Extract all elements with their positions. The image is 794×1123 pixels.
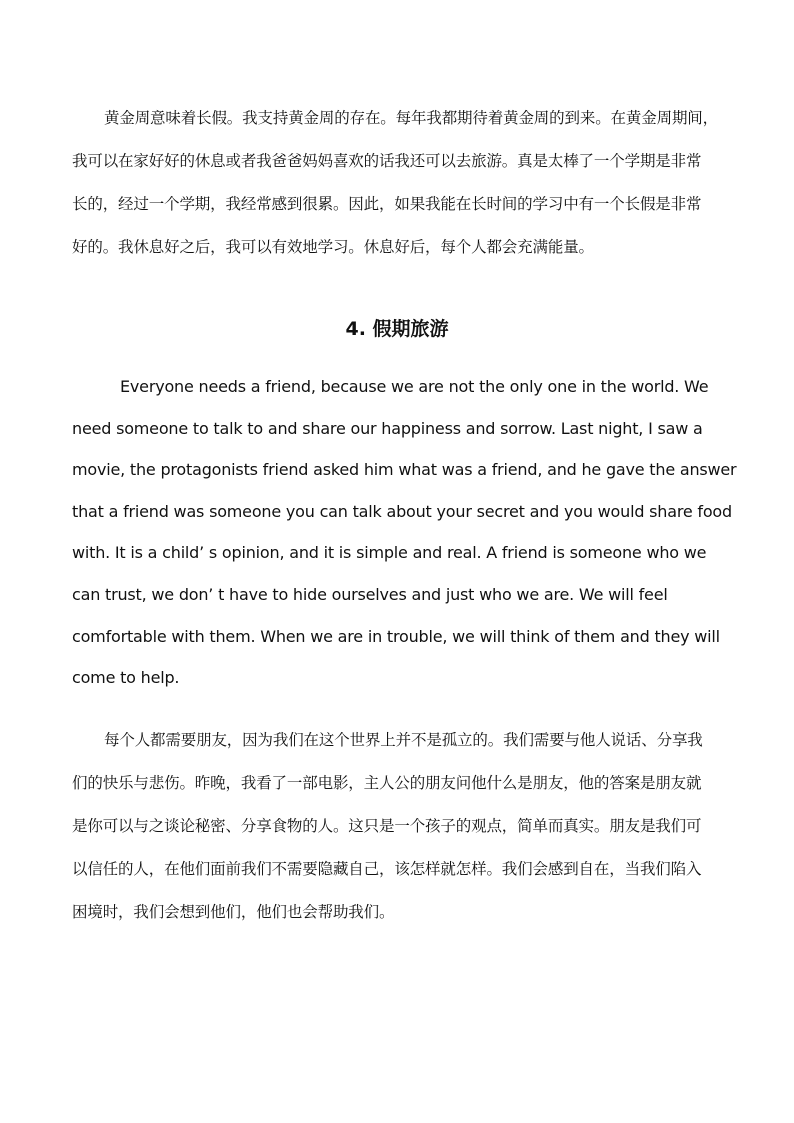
text-line: come to help.	[72, 668, 180, 688]
text-line: 困境时，我们会想到他们，他们也会帮助我们。	[72, 903, 395, 921]
text-line: movie, the protagonists friend asked him what was a friend, and he gave the answer	[72, 460, 737, 480]
text-line: can trust, we don’ t have to hide ourselves and just who we are. We will feel	[72, 584, 668, 604]
text-line: 好的。我休息好之后，我可以有效地学习。休息好后，每个人都会充满能量。	[72, 238, 594, 256]
text-line: 我可以在家好好的休息或者我爸爸妈妈喜欢的话我还可以去旅游。真是太棒了一个学期是非常	[72, 152, 702, 170]
english-paragraph-friend	[72, 366, 737, 699]
text-line: comfortable with them. When we are in trouble, we will think of them and they will	[72, 626, 720, 646]
text-line: need someone to talk to and share our happiness and sorrow. Last night, I saw a	[72, 418, 703, 438]
chinese-paragraph-golden-week	[72, 97, 722, 269]
text-line: 长的，经过一个学期，我经常感到很累。因此，如果我能在长时间的学习中有一个长假是非常	[72, 195, 702, 213]
section-heading: 4. 假期旅游	[345, 318, 449, 340]
text-line: 每个人都需要朋友，因为我们在这个世界上并不是孤立的。我们需要与他人说话、分享我	[104, 731, 703, 749]
chinese-paragraph-friend	[72, 719, 722, 934]
text-line: 是你可以与之谈论秘密、分享食物的人。这只是一个孩子的观点，简单而真实。朋友是我们可	[72, 817, 702, 835]
text-line: Everyone needs a friend, because we are not the only one in the world. We	[120, 377, 709, 396]
text-line: 们的快乐与悲伤。昨晚，我看了一部电影，主人公的朋友问他什么是朋友，他的答案是朋友就	[72, 774, 702, 792]
text-line: 以信任的人，在他们面前我们不需要隐藏自己，该怎样就怎样。我们会感到自在，当我们陷入	[72, 860, 702, 878]
text-line: that a friend was someone you can talk about your secret and you would share food	[72, 501, 732, 521]
text-line: 黄金周意味着长假。我支持黄金周的存在。每年我都期待着黄金周的到来。在黄金周期间，	[104, 109, 719, 127]
text-line: with. It is a child’ s opinion, and it is simple and real. A friend is someone who we	[72, 543, 707, 563]
